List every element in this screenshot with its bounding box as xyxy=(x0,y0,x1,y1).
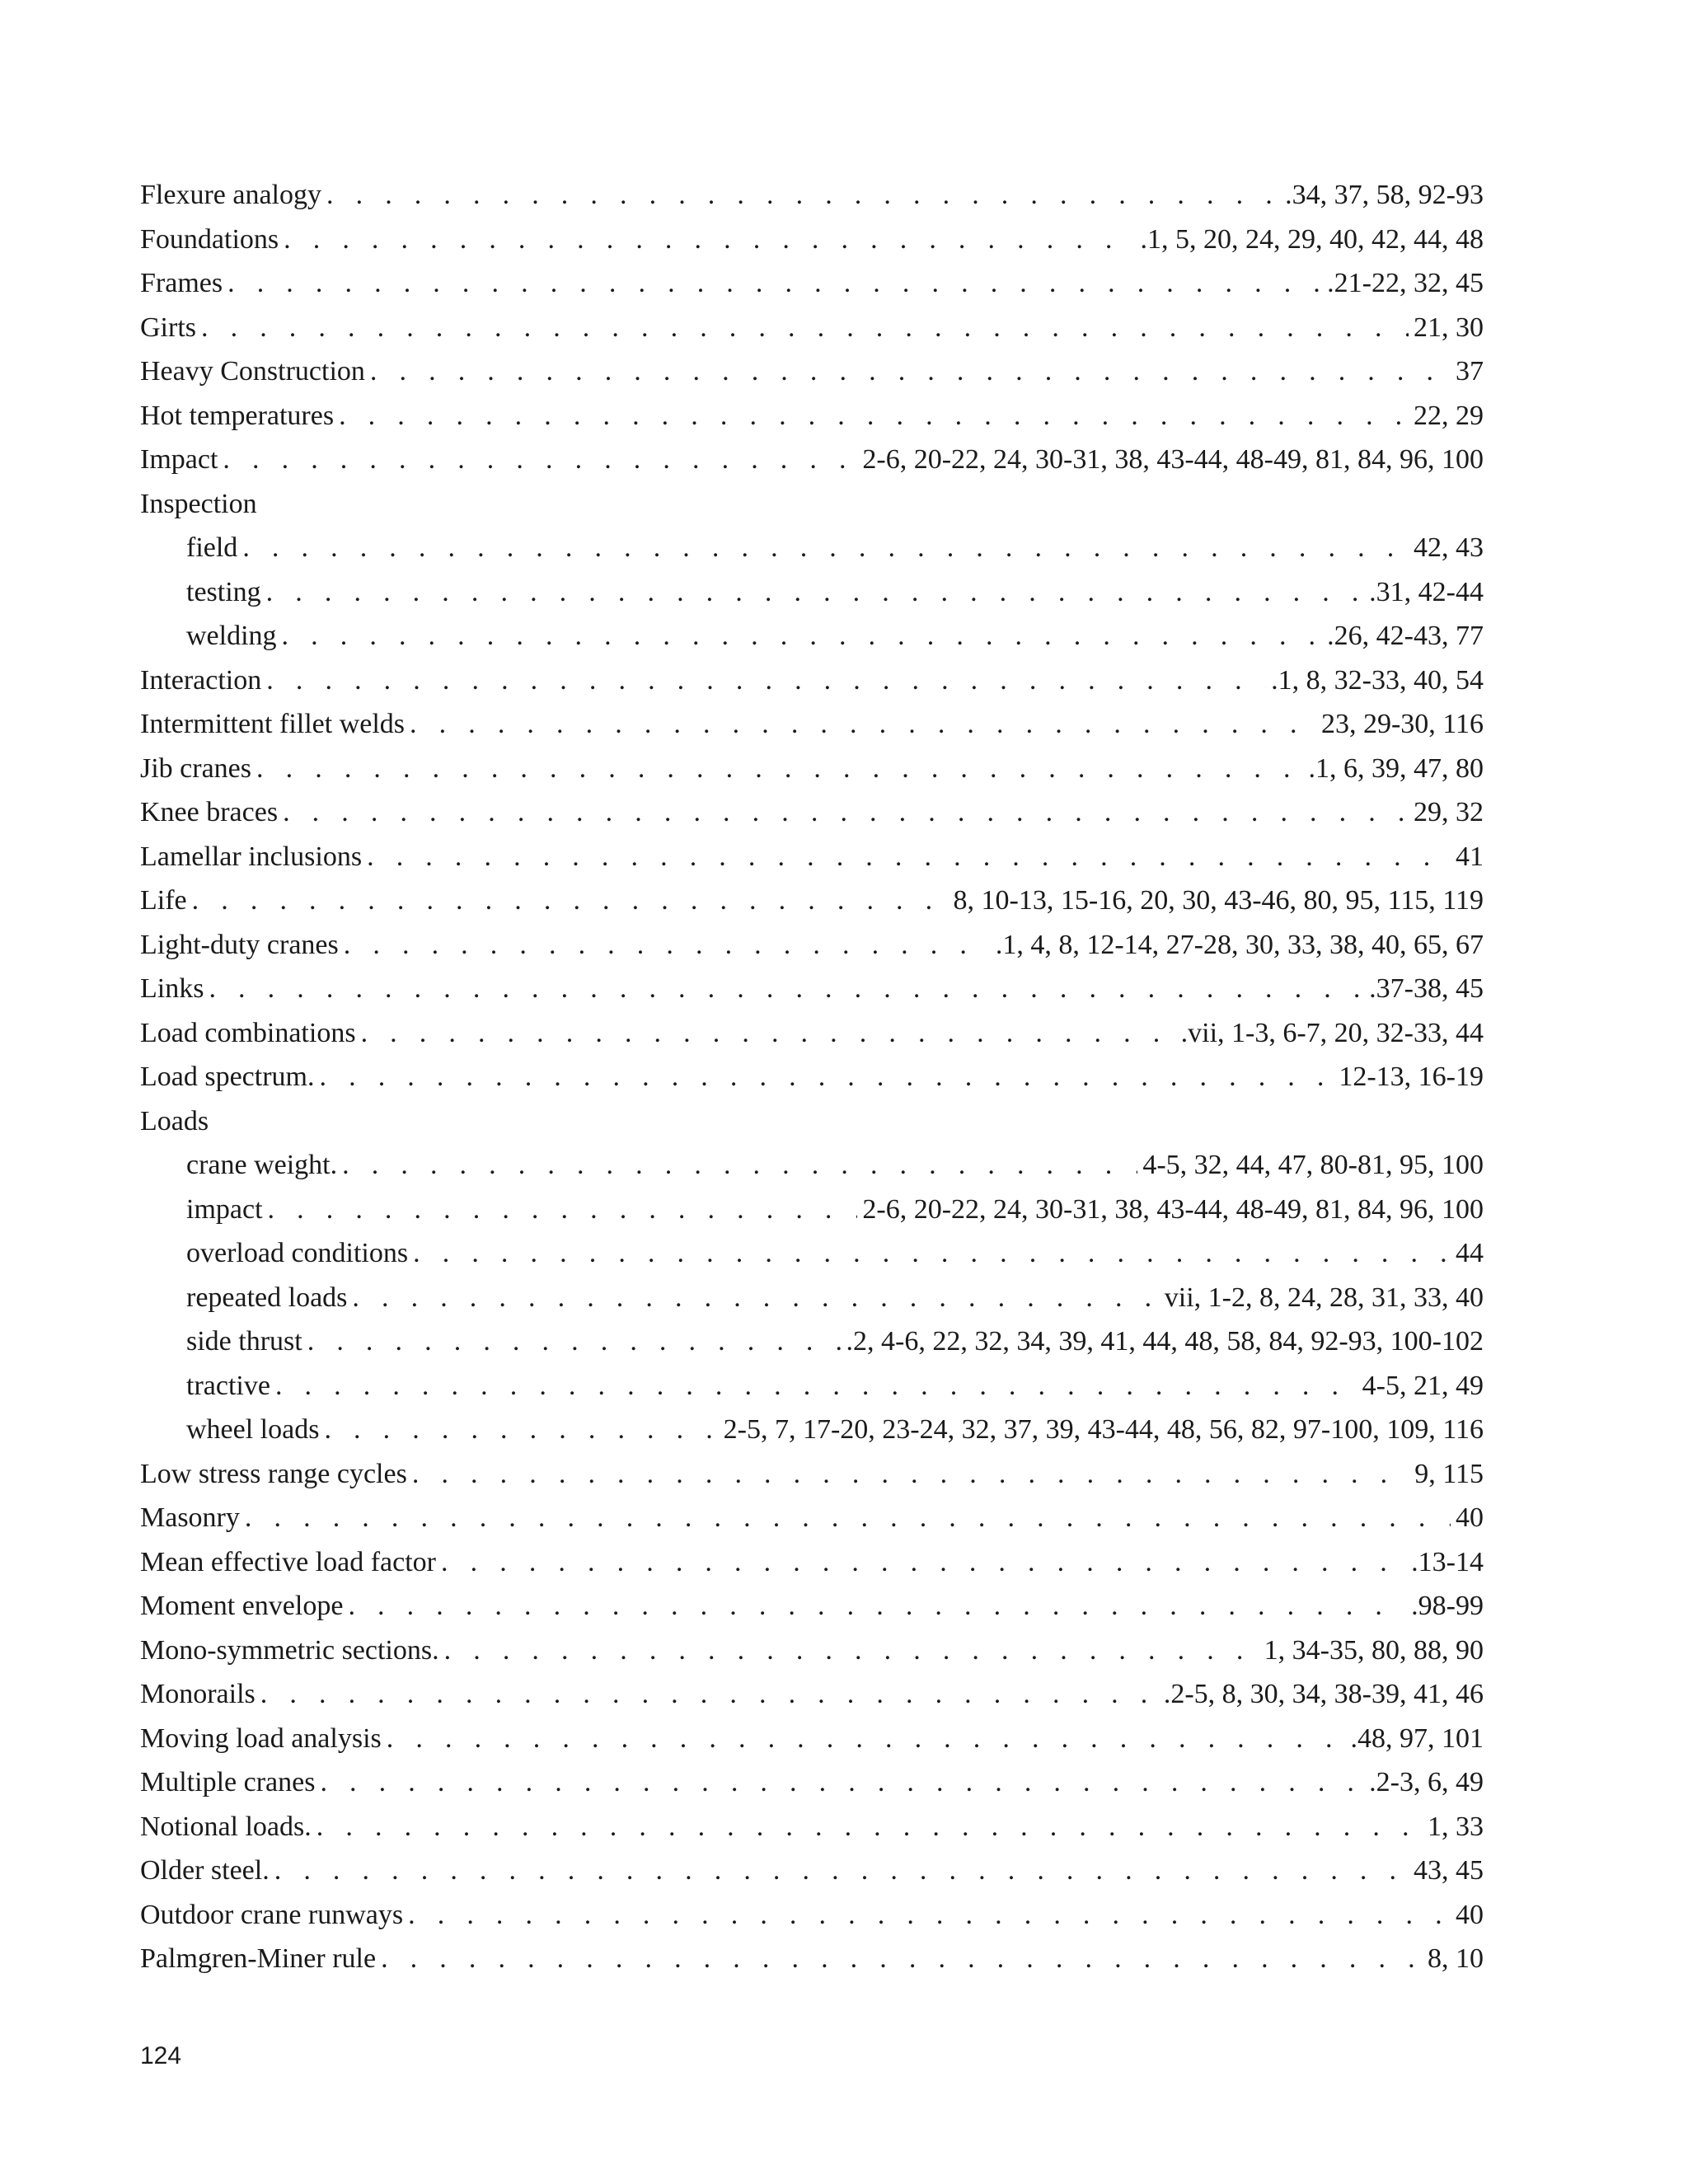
index-entry xyxy=(140,923,1484,968)
index-term: Masonry xyxy=(140,1502,240,1533)
index-pages: 2-5, 7, 17-20, 23-24, 32, 37, 39, 43-44, 48, 56, 82, 97-100, 109, 116 xyxy=(723,1414,1484,1445)
index-pages: 42, 43 xyxy=(1414,532,1484,563)
dot-leader xyxy=(367,835,1451,879)
index-entry xyxy=(140,879,1484,923)
dot-leader xyxy=(192,879,949,923)
index-pages: .1, 6, 39, 47, 80 xyxy=(1308,752,1484,784)
index-entry xyxy=(140,1672,1484,1717)
index-entry xyxy=(140,1717,1484,1761)
index-pages: .2-5, 8, 30, 34, 38-39, 41, 46 xyxy=(1163,1679,1484,1709)
index-pages: 4-5, 21, 49 xyxy=(1362,1370,1484,1401)
index-term: Intermittent fillet welds xyxy=(140,709,406,739)
index-term: repeated loads xyxy=(186,1282,348,1313)
index-entry xyxy=(140,1760,1484,1805)
index-entry xyxy=(140,173,1484,218)
index-term: overload conditions xyxy=(186,1238,409,1268)
index-term: Notional loads. xyxy=(140,1811,312,1842)
dot-leader xyxy=(339,394,1409,438)
index-entry xyxy=(140,1937,1484,1981)
index-term: Moment envelope xyxy=(140,1591,344,1621)
dot-leader xyxy=(266,570,1365,615)
index-heading-entry xyxy=(140,482,1484,527)
dot-leader xyxy=(361,1011,1176,1056)
dot-leader xyxy=(275,1364,1357,1408)
index-pages: 44 xyxy=(1456,1238,1484,1268)
index-subentry xyxy=(140,614,1484,658)
index-pages: .21-22, 32, 45 xyxy=(1327,268,1484,298)
dot-leader xyxy=(326,173,1280,218)
index-pages: 1, 34-35, 80, 88, 90 xyxy=(1264,1634,1484,1666)
index-entry xyxy=(140,658,1484,703)
index-subentry xyxy=(140,1143,1484,1188)
index-entry xyxy=(140,1055,1484,1099)
index-pages: 21, 30 xyxy=(1414,312,1484,343)
index-term: Foundations xyxy=(140,223,279,255)
index-pages: .37-38, 45 xyxy=(1369,973,1484,1004)
index-subentry xyxy=(140,1319,1484,1364)
index-entry xyxy=(140,1805,1484,1849)
dot-leader xyxy=(413,1231,1451,1276)
index-entry xyxy=(140,1496,1484,1540)
index-subentry xyxy=(140,1231,1484,1276)
index-subentry xyxy=(140,1276,1484,1320)
index-term: impact xyxy=(186,1193,263,1225)
index-term: Knee braces xyxy=(140,797,279,827)
index-pages: .vii, 1-3, 6-7, 20, 32-33, 44 xyxy=(1180,1017,1484,1048)
index-pages: 9, 115 xyxy=(1414,1458,1484,1489)
index-pages: .98-99 xyxy=(1411,1591,1484,1621)
index-term: Links xyxy=(140,973,204,1004)
index-term: welding xyxy=(186,621,277,651)
index-pages: 1, 33 xyxy=(1428,1811,1484,1842)
dot-leader xyxy=(227,261,1322,306)
index-term: Inspection xyxy=(140,488,257,519)
index-term: wheel loads xyxy=(186,1414,320,1445)
dot-leader xyxy=(307,1319,842,1364)
index-entry xyxy=(140,349,1484,394)
dot-leader xyxy=(370,349,1451,394)
index-pages: 4-5, 32, 44, 47, 80-81, 95, 100 xyxy=(1142,1150,1484,1180)
index-term: Older steel. xyxy=(140,1855,270,1886)
index-term: Impact xyxy=(140,444,218,475)
dot-leader xyxy=(283,790,1409,835)
index-entry xyxy=(140,261,1484,306)
dot-leader xyxy=(284,218,1135,262)
index-term: Load spectrum. xyxy=(140,1062,315,1092)
dot-leader xyxy=(260,1672,1159,1717)
dot-leader xyxy=(408,1893,1451,1938)
dot-leader xyxy=(410,702,1316,747)
index-term: Palmgren-Miner rule xyxy=(140,1943,377,1974)
dot-leader xyxy=(342,1143,1137,1188)
index-entry xyxy=(140,1629,1484,1673)
index-term: Heavy Construction xyxy=(140,356,365,387)
dot-leader xyxy=(282,614,1323,658)
index-entry xyxy=(140,967,1484,1011)
index-pages: .1, 4, 8, 12-14, 27-28, 30, 33, 38, 40, 65, 67 xyxy=(995,929,1484,960)
dot-leader xyxy=(209,967,1364,1011)
index-subentry xyxy=(140,526,1484,570)
index-pages: vii, 1-2, 8, 24, 28, 31, 33, 40 xyxy=(1164,1282,1484,1313)
index-term: Life xyxy=(140,885,187,916)
index-entry xyxy=(140,1540,1484,1585)
index-entry xyxy=(140,394,1484,438)
index-pages: 2-6, 20-22, 24, 30-31, 38, 43-44, 48-49, 81, 84, 96, 100 xyxy=(862,1193,1484,1225)
dot-leader xyxy=(316,1805,1423,1849)
index-entry xyxy=(140,790,1484,835)
index-term: Interaction xyxy=(140,664,262,696)
index-pages: .26, 42-43, 77 xyxy=(1327,621,1484,651)
index-pages: 43, 45 xyxy=(1414,1855,1484,1886)
index-term: Lamellar inclusions xyxy=(140,841,363,872)
page-number: 124 xyxy=(140,2042,182,2069)
index-entry xyxy=(140,218,1484,262)
index-term: Monorails xyxy=(140,1679,256,1709)
index-subentry xyxy=(140,1364,1484,1408)
index-pages: .1, 5, 20, 24, 29, 40, 42, 44, 48 xyxy=(1140,223,1484,255)
index-term: side thrust xyxy=(186,1326,302,1357)
dot-leader xyxy=(412,1452,1409,1497)
index-term: Outdoor crane runways xyxy=(140,1899,404,1930)
index-pages: 29, 32 xyxy=(1414,797,1484,827)
index-term: Multiple cranes xyxy=(140,1767,316,1797)
index-term: Hot temperatures xyxy=(140,400,335,431)
dot-leader xyxy=(256,747,1303,791)
index-term: field xyxy=(186,532,238,563)
index-pages: .1, 8, 32-33, 40, 54 xyxy=(1271,664,1484,696)
dot-leader xyxy=(320,1055,1334,1099)
index-heading-entry xyxy=(140,1099,1484,1144)
index-pages: 8, 10-13, 15-16, 20, 30, 43-46, 80, 95, 115, 119 xyxy=(953,885,1484,916)
index-term: tractive xyxy=(186,1370,270,1401)
index-pages: 40 xyxy=(1456,1502,1484,1533)
index-pages: .13-14 xyxy=(1411,1546,1484,1577)
index-subentry xyxy=(140,570,1484,615)
index-term: Frames xyxy=(140,268,223,298)
index-pages: 2-6, 20-22, 24, 30-31, 38, 43-44, 48-49, 81, 84, 96, 100 xyxy=(862,444,1484,475)
index-entry xyxy=(140,306,1484,350)
dot-leader xyxy=(441,1540,1406,1585)
index-entry xyxy=(140,1452,1484,1497)
index-subentry xyxy=(140,1188,1484,1232)
index-list xyxy=(140,173,1484,1981)
index-pages: .31, 42-44 xyxy=(1369,576,1484,607)
index-term: crane weight. xyxy=(186,1150,338,1180)
index-entry xyxy=(140,438,1484,482)
index-term: Girts xyxy=(140,312,196,343)
index-pages: 22, 29 xyxy=(1414,400,1484,431)
dot-leader xyxy=(201,306,1409,350)
dot-leader xyxy=(324,1408,718,1452)
index-pages: .2-3, 6, 49 xyxy=(1369,1767,1484,1797)
dot-leader xyxy=(444,1629,1259,1673)
index-term: Moving load analysis xyxy=(140,1722,382,1754)
index-pages: 37 xyxy=(1456,356,1484,387)
index-term: Mono-symmetric sections. xyxy=(140,1634,439,1666)
index-pages: 23, 29-30, 116 xyxy=(1320,709,1484,739)
index-term: testing xyxy=(186,576,261,607)
dot-leader xyxy=(320,1760,1364,1805)
index-pages: .48, 97, 101 xyxy=(1350,1722,1484,1754)
index-pages: .2, 4-6, 22, 32, 34, 39, 41, 44, 48, 58, 84, 92-93, 100-102 xyxy=(846,1326,1484,1357)
index-entry xyxy=(140,835,1484,879)
index-term: Light-duty cranes xyxy=(140,929,339,960)
index-term: Jib cranes xyxy=(140,752,252,784)
dot-leader xyxy=(266,658,1266,703)
dot-leader xyxy=(344,923,991,968)
dot-leader xyxy=(242,526,1409,570)
index-pages: .34, 37, 58, 92-93 xyxy=(1285,180,1484,210)
dot-leader xyxy=(245,1496,1451,1540)
index-pages: 12-13, 16-19 xyxy=(1339,1062,1484,1092)
index-term: Load combinations xyxy=(140,1017,356,1048)
index-subentry xyxy=(140,1408,1484,1452)
index-entry xyxy=(140,1893,1484,1938)
dot-leader xyxy=(381,1937,1423,1981)
index-entry xyxy=(140,747,1484,791)
index-term: Flexure analogy xyxy=(140,180,321,210)
index-entry xyxy=(140,1011,1484,1056)
index-pages: 40 xyxy=(1456,1899,1484,1930)
dot-leader xyxy=(387,1717,1346,1761)
index-term: Loads xyxy=(140,1105,209,1137)
dot-leader xyxy=(348,1584,1406,1629)
index-pages: 41 xyxy=(1456,841,1484,872)
index-entry xyxy=(140,702,1484,747)
dot-leader xyxy=(352,1276,1159,1320)
index-term: Low stress range cycles xyxy=(140,1458,407,1489)
index-entry xyxy=(140,1584,1484,1629)
index-term: Mean effective load factor xyxy=(140,1546,437,1577)
dot-leader xyxy=(268,1188,858,1232)
index-pages: 8, 10 xyxy=(1428,1943,1484,1974)
dot-leader xyxy=(223,438,857,482)
dot-leader xyxy=(274,1849,1409,1893)
index-entry xyxy=(140,1849,1484,1893)
